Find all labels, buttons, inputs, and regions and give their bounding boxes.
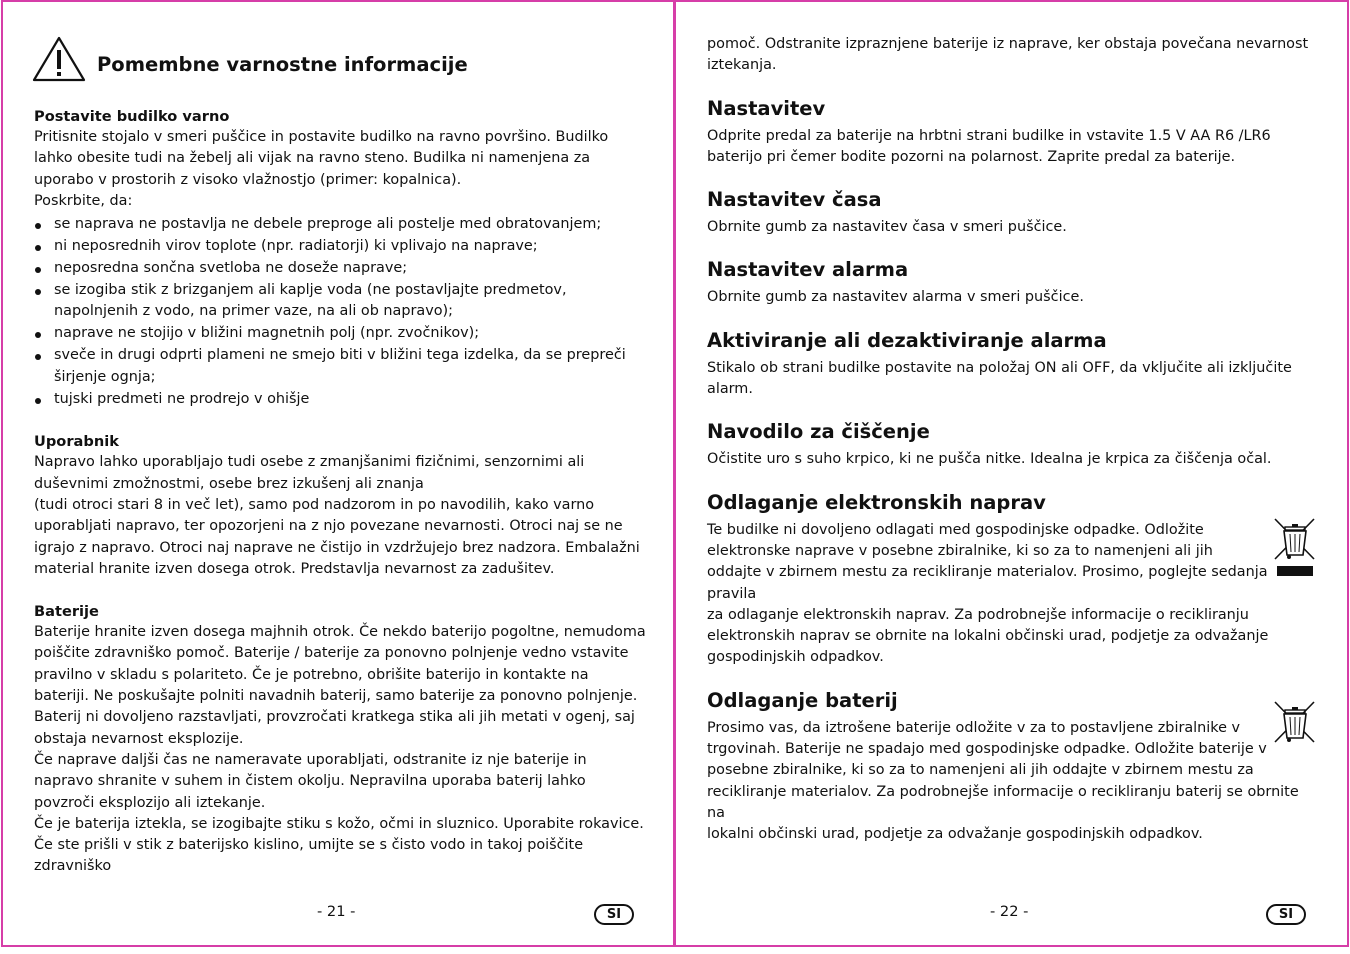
section-heading: Baterije bbox=[34, 603, 99, 621]
text-line: trgovinah. Baterije ne spadajo med gospodinjske odpadke. Odložite baterije v bbox=[707, 741, 1267, 758]
text-line: posebne zbiralnike, ki so za to namenjeni ali jih oddajte v zbirnem mestu za bbox=[707, 762, 1254, 779]
text-line: Te budilke ni dovoljeno odlagati med gospodinjske odpadke. Odložite bbox=[707, 521, 1204, 538]
section-batteries bbox=[34, 601, 646, 878]
safety-title: Pomembne varnostne informacije bbox=[97, 53, 468, 76]
section-heading: Nastavitev alarma bbox=[707, 258, 909, 282]
list-item: neposredna sončna svetloba ne doseže naprave; bbox=[34, 258, 646, 280]
section-heading: Odlaganje elektronskih naprav bbox=[707, 490, 1046, 514]
text-line: recikliranje materialov. Za podrobnejše informacije o recikliranju baterij se obrnite na bbox=[707, 783, 1299, 821]
page-21 bbox=[1, 0, 675, 947]
page-number: - 22 - bbox=[990, 903, 1029, 920]
paragraph: Očistite uro s suho krpico, ki ne pušča nitke. Idealna je krpica za čiščenja očal. bbox=[707, 451, 1272, 468]
paragraph: Napravo lahko uporabljajo tudi osebe z zmanjšanimi fizičnimi, senzornimi ali duševnimi zmožnostmi, osebe brez izkušenj ali znanja bbox=[34, 454, 585, 492]
text-line: gospodinjskih odpadkov. bbox=[707, 649, 884, 666]
section-heading: Nastavitev časa bbox=[707, 188, 882, 212]
paragraph: Baterije hranite izven dosega majhnih otrok. Če nekdo baterijo pogoltne, nemudoma poiščite zdravniško pomoč. Baterije / baterije za ponovno polnjenje vedno vstavite pravilno v skladu s polariteto. Če je potrebno, obrišite baterijo in kontakte na bateriji. Ne poskušajte polniti navadnih baterij, samo baterije za ponovno polnjenje. Baterij ni dovoljeno razstavljati, provzročati kratkega stika ali jih metati v ogenj, saj obstaja nevarnost eksplozije. bbox=[34, 624, 646, 747]
text-line: za odlaganje elektronskih naprav. Za podrobnejše informacije o recikliranju bbox=[707, 606, 1249, 623]
list-item: sveče in drugi odprti plameni ne smejo biti v bližini tega izdelka, da se prepreči širjenje ognja; bbox=[34, 345, 646, 389]
paragraph: Če je baterija iztekla, se izogibajte stiku s kožo, očmi in sluznico. Uporabite rokavice. Če ste prišli v stik z baterijsko kislino, umijte se s čisto vodo in takoj poiščite zdravniško bbox=[34, 815, 644, 875]
continuation-paragraph: pomoč. Odstranite izpraznjene baterije iz naprave, ker obstaja povečana nevarnost iztekanja. bbox=[707, 36, 1309, 74]
section-alarm-toggle bbox=[707, 328, 1319, 401]
page-22 bbox=[674, 0, 1349, 947]
paragraph: Če naprave daljši čas ne nameravate uporabljati, odstranite iz nje baterije in napravo shranite v suhem in čistem okolju. Nepravilna uporaba baterij lahko povzroči eksplozijo ali iztekanje. bbox=[34, 751, 587, 811]
bullet-list bbox=[34, 214, 646, 410]
warning-triangle-icon bbox=[32, 35, 86, 87]
list-item: se naprava ne postavlja ne debele preproge ali postelje med obratovanjem; bbox=[34, 214, 646, 236]
section-heading: Aktiviranje ali dezaktiviranje alarma bbox=[707, 328, 1107, 352]
section-setup bbox=[34, 106, 646, 410]
paragraph: Obrnite gumb za nastavitev časa v smeri puščice. bbox=[707, 219, 1067, 236]
section-electronics-disposal bbox=[707, 490, 1319, 669]
section-user bbox=[34, 431, 646, 580]
list-item: se izogiba stik z brizganjem ali kaplje voda (ne postavljajte predmetov, napolnjenih z vodo, na primer vaze, na ali ob napravo); bbox=[34, 280, 646, 324]
paragraph: Pritisnite stojalo v smeri puščice in postavite budilko na ravno površino. Budilko lahko obesite tudi na žebelj ali vijak na ravno steno. Budilka ni namenjena za uporabo v prostorih z visoko vlažnostjo (primer: kopalnica). bbox=[34, 129, 609, 188]
list-item: ni neposrednih virov toplote (npr. radiatorji) ki vplivajo na naprave; bbox=[34, 236, 646, 258]
list-item: naprave ne stojijo v bližini magnetnih polj (npr. zvočnikov); bbox=[34, 323, 646, 345]
paragraph: Obrnite gumb za nastavitev alarma v smeri puščice. bbox=[707, 289, 1084, 306]
section-setup bbox=[707, 96, 1319, 169]
section-time bbox=[707, 187, 1319, 238]
section-heading: Postavite budilko varno bbox=[34, 108, 230, 125]
text-line: oddajte v zbirnem mestu za recikliranje materialov. Prosimo, poglejte sedanja pravila bbox=[707, 564, 1268, 602]
section-heading: Nastavitev bbox=[707, 96, 826, 120]
section-heading: Navodilo za čiščenje bbox=[707, 420, 930, 444]
text-line: lokalni občinski urad, podjetje za odvažanje gospodinjskih odpadkov. bbox=[707, 826, 1203, 843]
page-number: - 21 - bbox=[317, 903, 356, 920]
section-cleaning bbox=[707, 419, 1319, 470]
crossed-out-bin-icon bbox=[1273, 517, 1317, 583]
text-line: elektronske naprave v posebne zbiralnike, ki so za to namenjeni ali jih bbox=[707, 542, 1213, 559]
crossed-out-bin-icon bbox=[1273, 700, 1317, 750]
text-line: elektronskih naprav se obrnite na lokalni občinski urad, podjetje za odvažanje bbox=[707, 628, 1269, 645]
section-heading: Uporabnik bbox=[34, 433, 119, 451]
section-heading: Odlaganje baterij bbox=[707, 688, 898, 712]
paragraph: (tudi otroci stari 8 in več let), samo pod nadzorom in po navodilih, kako varno uporabljati napravo, ter opozorjeni na z njo povezane nevarnosti. Otroci naj se ne igrajo z napravo. Otroci naj naprave ne čistijo in vzdržujejo brez nadzora. Embalažni material hranite izven dosega otrok. Predstavlja nevarnost za zadušitev. bbox=[34, 496, 640, 577]
language-badge: SI bbox=[594, 904, 634, 925]
paragraph: Poskrbite, da: bbox=[34, 192, 133, 209]
text-line: Prosimo vas, da iztrošene baterije odložite v za to postavljene zbiralnike v bbox=[707, 719, 1241, 736]
language-badge: SI bbox=[1266, 904, 1306, 925]
list-item: tujski predmeti ne prodrejo v ohišje bbox=[34, 389, 646, 411]
paragraph: Stikalo ob strani budilke postavite na položaj ON ali OFF, da vključite ali izključite alarm. bbox=[707, 359, 1292, 398]
paragraph: Odprite predal za baterije na hrbtni strani budilke in vstavite 1.5 V AA R6 /LR6 baterijo pri čemer bodite pozorni na polarnost. Zaprite predal za baterije. bbox=[707, 127, 1271, 165]
section-battery-disposal bbox=[707, 688, 1319, 846]
section-alarm bbox=[707, 257, 1319, 308]
